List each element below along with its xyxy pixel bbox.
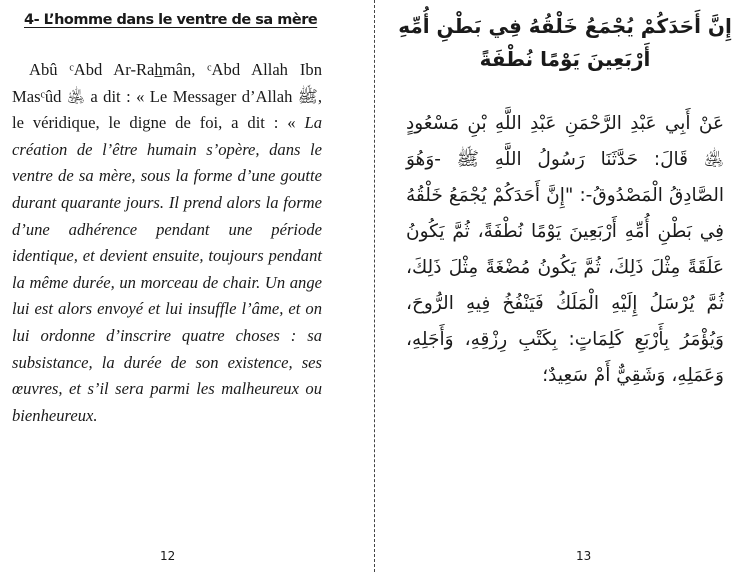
hadith-text: La création de l’être humain s’opère, dans le ventre de sa mère, sous la forme d’une goutte durant quarante jours. Il prend alors la forme d’une adhérence pendant une période identique, et devient ensuite, toujours pendant la même durée, un morceau de chair. Un ange lui est alors envoyé et lui insuffle l’âme, et on lui ordonne d’inscrire quatre choses : sa subsistance, la durée de son existence, ses œuvres, et s’il sera parmi les malheureux ou bienheureux.	[12, 113, 322, 425]
arabic-paragraph: عَنْ أَبِي عَبْدِ الرَّحْمَنِ عَبْدِ اللَّهِ بْنِ مَسْعُودٍ ﵁ قَالَ: حَدَّثَنَا رَسُولُ اللَّهِ ﷺ -وَهُوَ الصَّادِقُ الْمَصْدُوقُ-: "إِنَّ أَحَدَكُمْ يُجْمَعُ خَلْقُهُ فِي بَطْنِ أُمِّهِ أَرْبَعِينَ يَوْمًا نُطْفَةً، ثُمَّ يَكُونُ عَلَقَةً مِثْلَ ذَلِكَ، ثُمَّ يَكُونُ مُضْغَةً مِثْلَ ذَلِكَ، ثُمَّ يُرْسَلُ إِلَيْهِ الْمَلَكُ فَيَنْفُخُ فِيهِ الرُّوحَ، وَيُؤْمَرُ بِأَرْبَعِ كَلِمَاتٍ: بِكَتْبِ رِزْقِهِ، وَأَجَلِهِ، وَعَمَلِهِ، وَشَقِيٌّ أَمْ سَعِيدٌ؛	[406, 113, 724, 386]
chapter-heading: 4- L’homme dans le ventre de sa mère	[24, 12, 318, 28]
arabic-title: إِنَّ أَحَدَكُمْ يُجْمَعُ خَلْقُهُ فِي بَطْنِ أُمِّهِ أَرْبَعِينَ يَوْمًا نُطْفَةً	[398, 14, 732, 71]
narrator-text: Abû ᶜAbd Ar-Rah̲mân, ᶜAbd Allah Ibn Masᶜûd ﵁ a dit : « Le Messager d’Allah ﷺ, le véridique, le digne de foi, a dit : «	[12, 60, 322, 133]
page-number-right: 13	[576, 549, 592, 563]
right-page	[376, 0, 754, 572]
french-paragraph	[12, 57, 322, 429]
page-number-left: 12	[160, 549, 176, 563]
page-divider	[374, 0, 375, 572]
left-page	[0, 0, 376, 572]
